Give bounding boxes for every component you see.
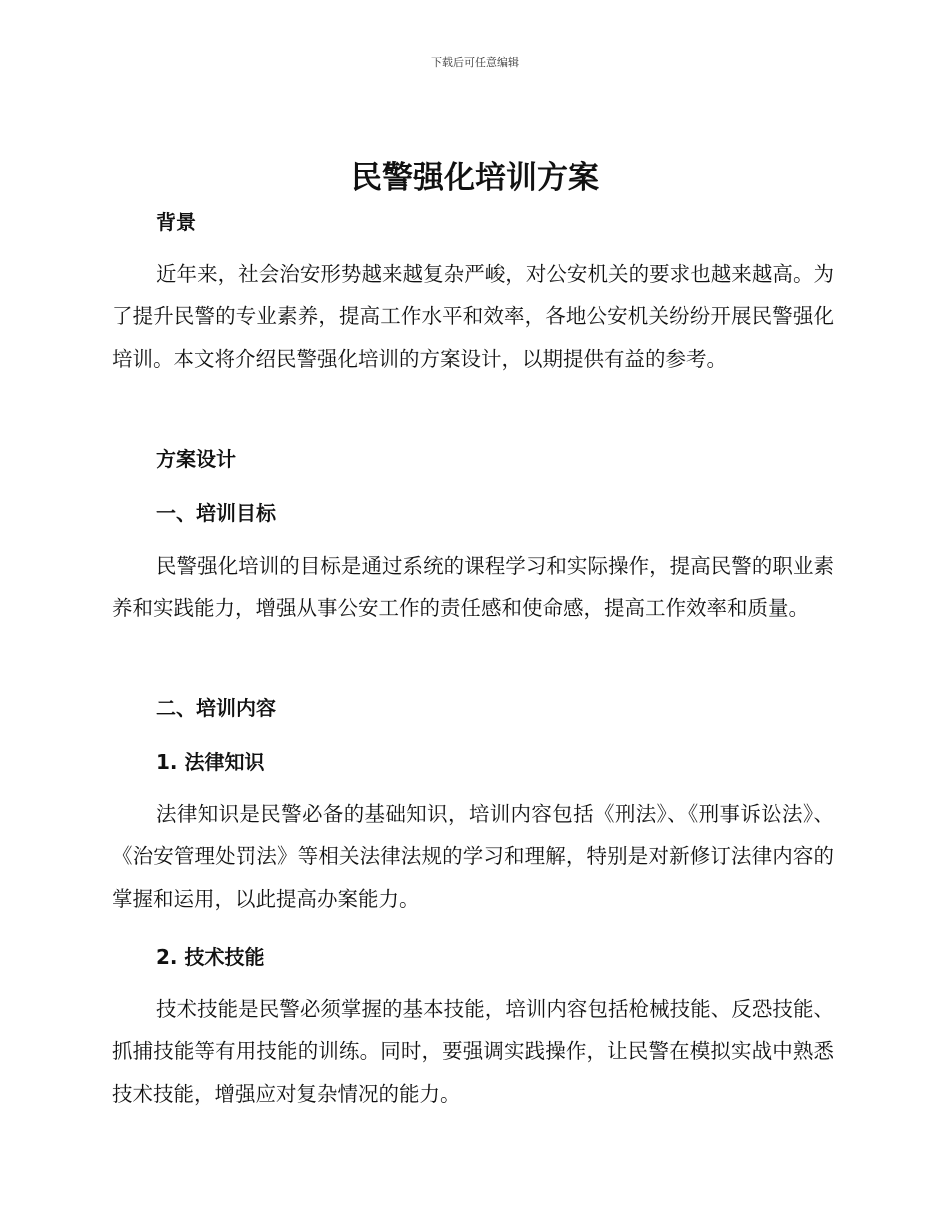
- page-header-note: 下载后可任意编辑: [431, 56, 519, 69]
- content-heading: 二、培训内容: [156, 696, 276, 720]
- law-heading: 1. 法律知识: [156, 750, 265, 774]
- background-paragraph: 近年来，社会治安形势越来越复杂严峻，对公安机关的要求也越来越高。为了提升民警的专业素养，提高工作水平和效率，各地公安机关纷纷开展民警强化培训。本文将介绍民警强化培训的方案设计，以期提供有益的参考。: [112, 262, 834, 371]
- background-heading: 背景: [156, 210, 196, 234]
- skill-paragraph: 技术技能是民警必须掌握的基本技能，培训内容包括枪械技能、反恐技能、抓捕技能等有用技能的训练。同时，要强调实践操作，让民警在模拟实战中熟悉技术技能，增强应对复杂情况的能力。: [112, 997, 834, 1106]
- goal-paragraph: 民警强化培训的目标是通过系统的课程学习和实际操作，提高民警的职业素养和实践能力，增强从事公安工作的责任感和使命感，提高工作效率和质量。: [112, 554, 834, 621]
- law-paragraph: 法律知识是民警必备的基础知识，培训内容包括《刑法》、《刑事诉讼法》、《治安管理处罚法》等相关法律法规的学习和理解，特别是对新修订法律内容的掌握和运用，以此提高办案能力。: [112, 802, 834, 911]
- goal-heading: 一、培训目标: [156, 501, 276, 525]
- skill-heading: 2. 技术技能: [156, 945, 265, 969]
- design-heading: 方案设计: [156, 447, 236, 471]
- document-title: 民警强化培训方案: [351, 160, 599, 196]
